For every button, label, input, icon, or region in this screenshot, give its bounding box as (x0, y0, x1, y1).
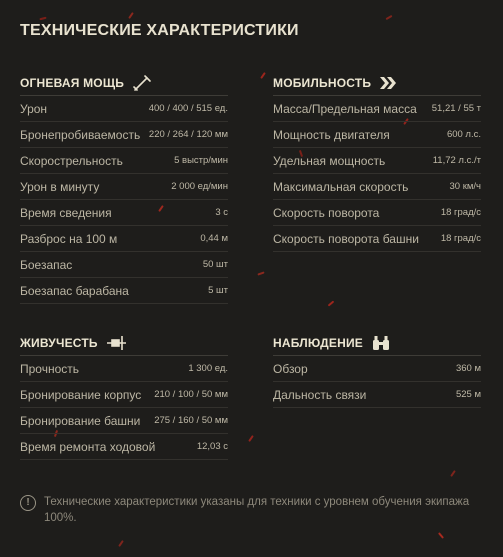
table-row (273, 200, 481, 226)
observation-title: НАБЛЮДЕНИЕ (273, 335, 364, 350)
survivability-rows (20, 356, 228, 460)
row-value: 12,03 с (196, 441, 228, 452)
firepower-header (20, 74, 228, 96)
row-label: Прочность (20, 361, 80, 376)
row-label: Скорость поворота башни (273, 231, 419, 246)
row-value: 5 шт (208, 285, 228, 296)
row-label: Обзор (273, 361, 308, 376)
hp-bar-icon (106, 334, 128, 352)
row-value: 220 / 264 / 120 мм (148, 129, 228, 140)
row-label: Боезапас барабана (20, 283, 129, 298)
note-text: Технические характеристики указаны для техники с уровнем обучения экипажа 100%. (44, 496, 470, 524)
mobility-rows (273, 96, 481, 252)
row-value: 11,72 л.с./т (432, 155, 481, 166)
row-value: 18 град/с (440, 233, 481, 244)
row-label: Удельная мощность (273, 153, 386, 168)
row-value: 525 м (455, 389, 481, 400)
row-value: 0,44 м (200, 233, 228, 244)
table-row (20, 408, 228, 434)
row-label: Мощность двигателя (273, 127, 390, 142)
table-row (20, 356, 228, 382)
row-value: 18 град/с (440, 207, 481, 218)
table-row (273, 148, 481, 174)
observation-section (273, 334, 481, 408)
row-label: Бронепробиваемость (20, 127, 141, 142)
row-value: 3 с (215, 207, 228, 218)
row-label: Бронирование башни (20, 413, 141, 428)
row-label: Дальность связи (273, 387, 367, 402)
table-row (273, 356, 481, 382)
table-row (20, 434, 228, 460)
table-row (20, 382, 228, 408)
row-label: Урон (20, 101, 48, 116)
row-label: Скорость поворота (273, 205, 380, 220)
table-row (20, 278, 228, 304)
row-value: 5 выстр/мин (174, 155, 228, 166)
mobility-title: МОБИЛЬНОСТЬ (273, 75, 372, 90)
survivability-header (20, 334, 228, 356)
firepower-title: ОГНЕВАЯ МОЩЬ (20, 75, 125, 90)
row-value: 1 300 ед. (188, 363, 228, 374)
table-row (20, 148, 228, 174)
table-row (20, 252, 228, 278)
table-row (20, 200, 228, 226)
shell-icon (132, 74, 152, 92)
mobility-section (273, 74, 481, 252)
row-value: 210 / 100 / 50 мм (154, 389, 228, 400)
crew-training-note (20, 494, 480, 526)
info-icon: ! (20, 495, 36, 511)
table-row (273, 122, 481, 148)
row-label: Время ремонта ходовой (20, 439, 156, 454)
mobility-header (273, 74, 481, 96)
table-row (20, 96, 228, 122)
row-value: 275 / 160 / 50 мм (154, 415, 228, 426)
row-label: Время сведения (20, 205, 112, 220)
observation-rows (273, 356, 481, 408)
table-row (273, 226, 481, 252)
row-label: Бронирование корпус (20, 387, 142, 402)
table-row (273, 382, 481, 408)
double-chevron-icon (379, 76, 397, 90)
survivability-title: ЖИВУЧЕСТЬ (20, 335, 98, 350)
row-label: Боезапас (20, 257, 73, 272)
firepower-section (20, 74, 228, 304)
row-value: 600 л.с. (446, 129, 481, 140)
row-label: Разброс на 100 м (20, 231, 118, 246)
survivability-section (20, 334, 228, 460)
observation-header (273, 334, 481, 356)
firepower-rows (20, 96, 228, 304)
row-value: 51,21 / 55 т (431, 103, 481, 114)
row-label: Максимальная скорость (273, 179, 409, 194)
table-row (273, 174, 481, 200)
table-row (20, 226, 228, 252)
row-label: Урон в минуту (20, 179, 100, 194)
table-row (273, 96, 481, 122)
row-value: 30 км/ч (449, 181, 481, 192)
row-label: Масса/Предельная масса (273, 101, 417, 116)
table-row (20, 122, 228, 148)
row-value: 2 000 ед/мин (171, 181, 228, 192)
page-title: ТЕХНИЧЕСКИЕ ХАРАКТЕРИСТИКИ (20, 22, 299, 39)
row-label: Скорострельность (20, 153, 123, 168)
row-value: 360 м (455, 363, 481, 374)
row-value: 50 шт (202, 259, 228, 270)
binoculars-icon (371, 334, 391, 352)
row-value: 400 / 400 / 515 ед. (148, 103, 228, 114)
table-row (20, 174, 228, 200)
